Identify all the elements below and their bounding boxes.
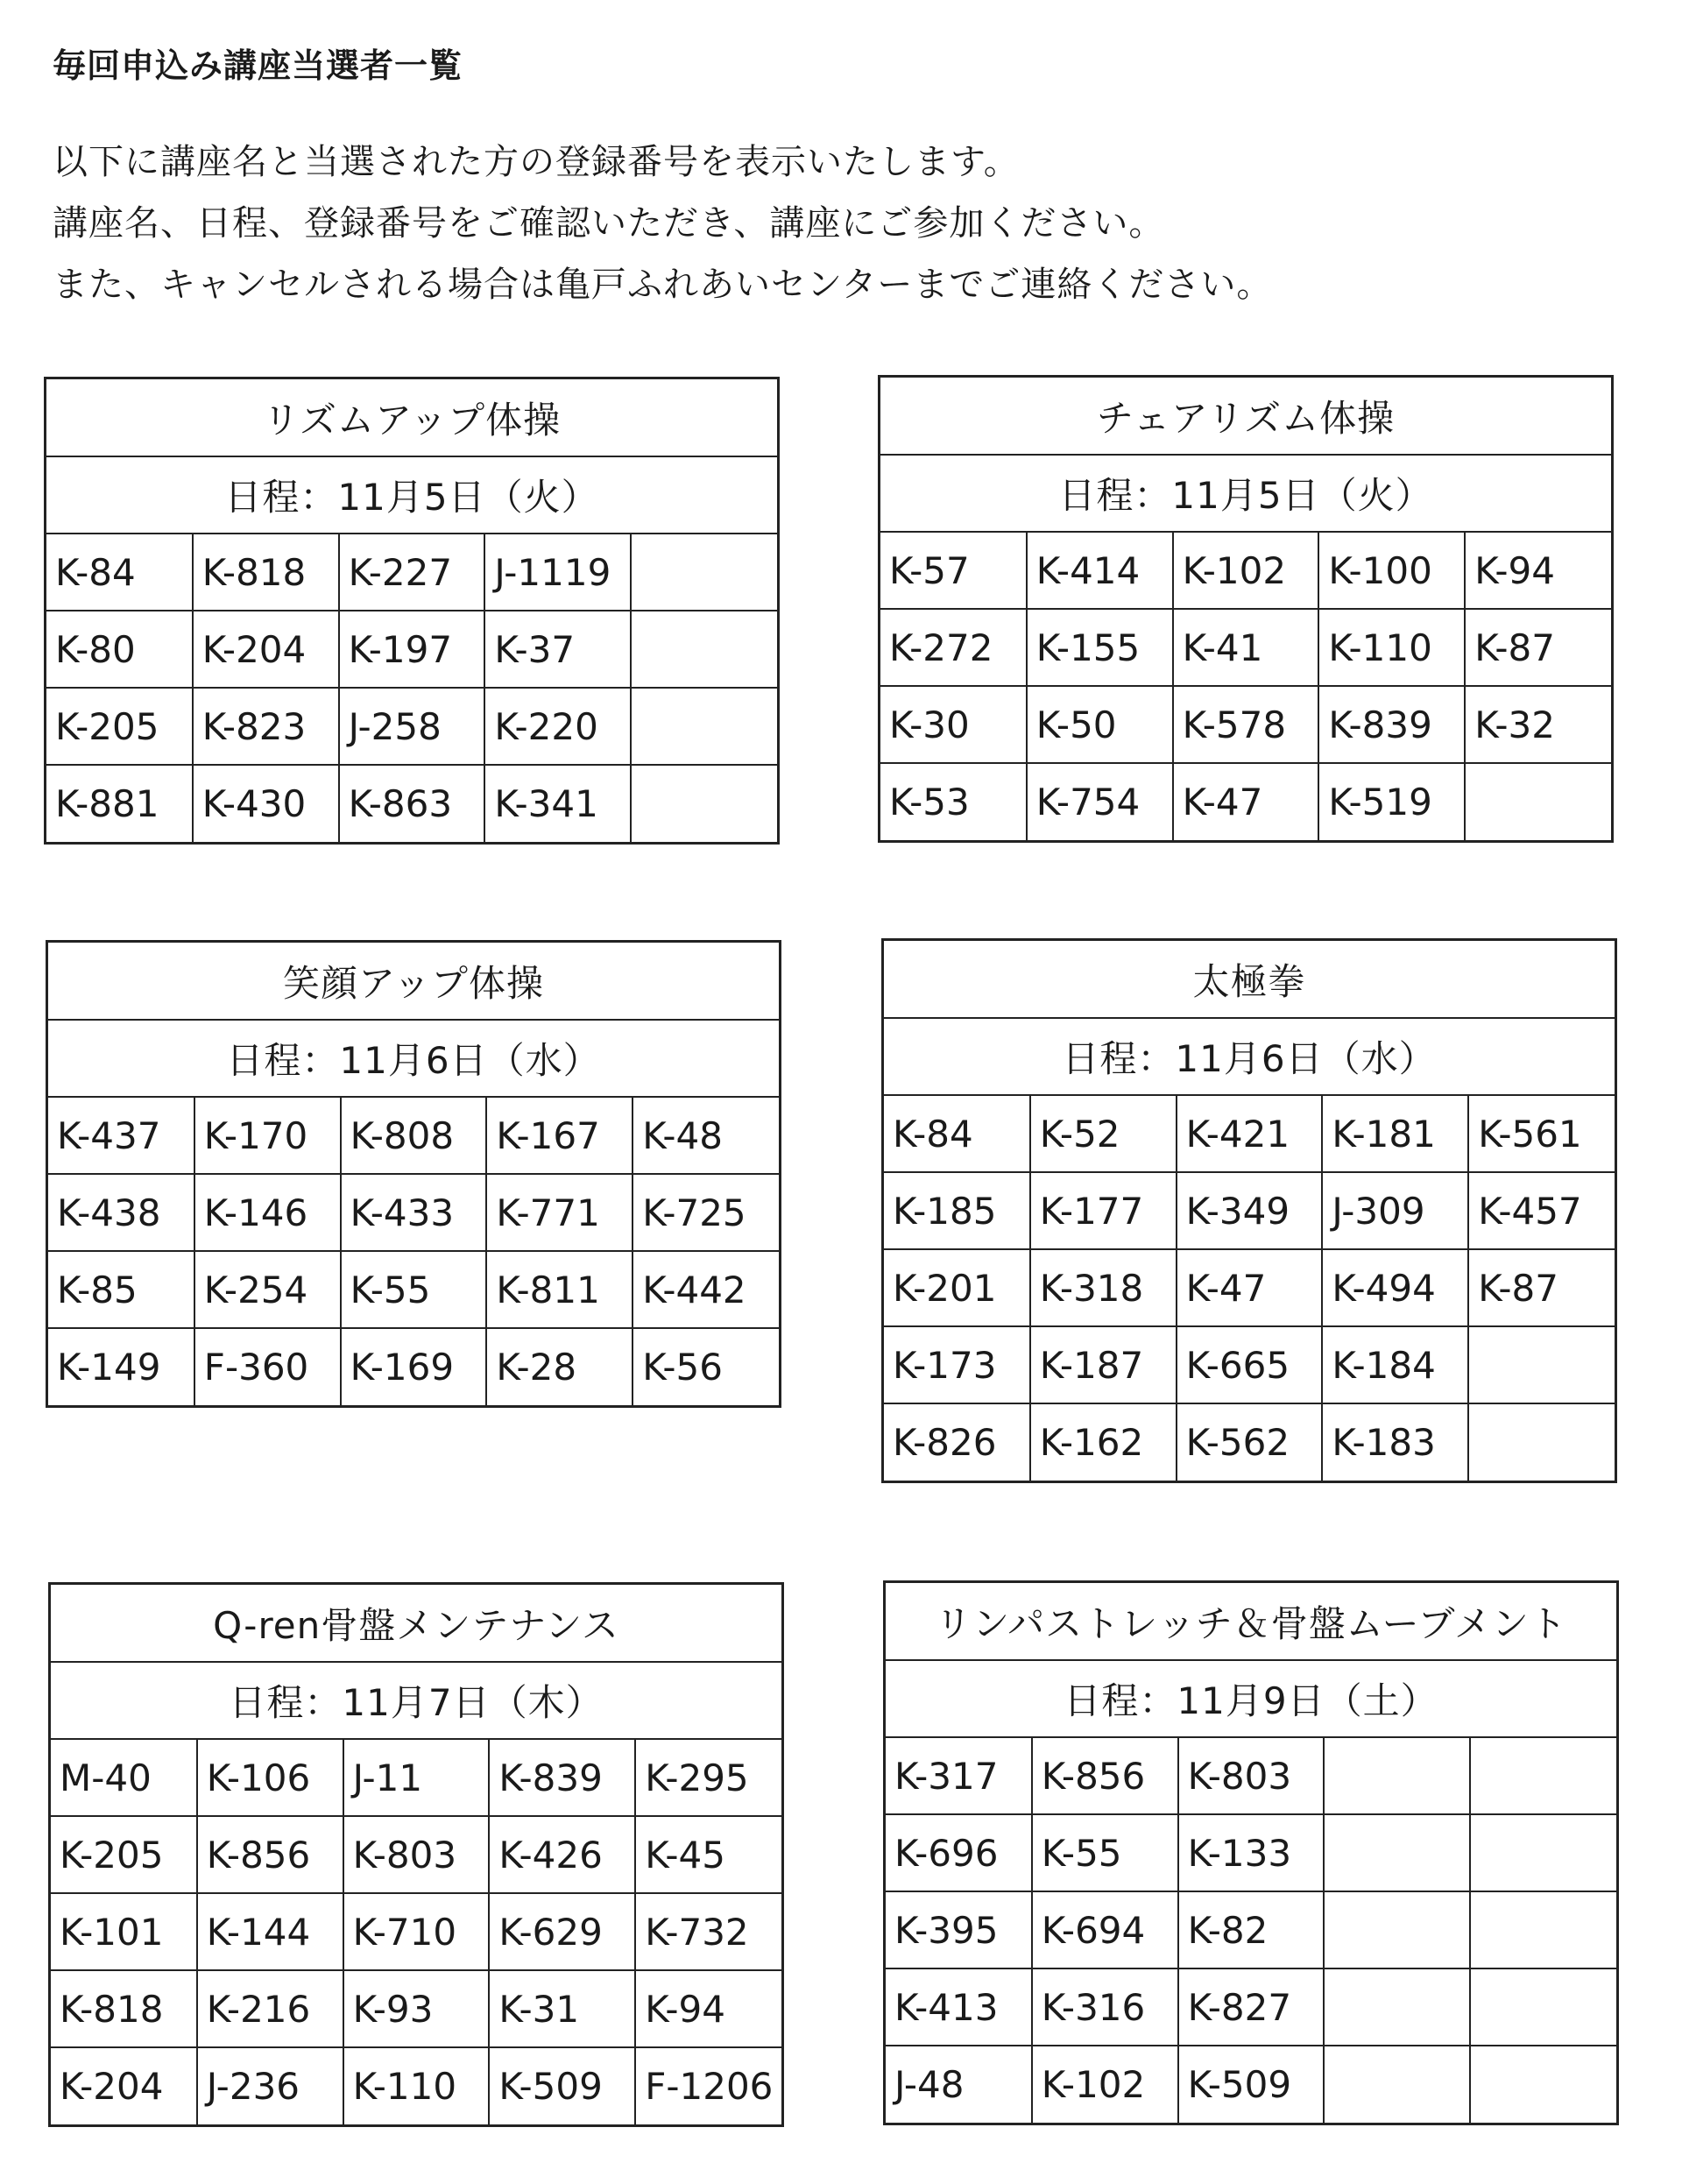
course-table-smile-up [46, 940, 781, 1408]
registration-number: K-811 [486, 1251, 633, 1328]
registration-number: K-32 [1465, 686, 1611, 763]
registration-number [1324, 1737, 1470, 1814]
course-name: リズムアップ体操 [46, 379, 777, 456]
registration-number: K-55 [341, 1251, 487, 1328]
table-row [51, 2047, 781, 2124]
registration-number [631, 765, 777, 842]
registration-number: F-360 [194, 1328, 341, 1405]
course-name: リンパストレッチ＆骨盤ムーブメント [886, 1583, 1616, 1660]
registration-number: K-442 [633, 1251, 779, 1328]
table-row [886, 1737, 1616, 1814]
registration-number: K-426 [489, 1816, 635, 1893]
table-row [884, 1249, 1615, 1326]
registration-number: K-187 [1030, 1326, 1177, 1403]
winners-table [46, 379, 777, 842]
registration-number: K-509 [1178, 2046, 1325, 2123]
table-row [886, 1814, 1616, 1891]
registration-number: K-754 [1027, 763, 1173, 840]
registration-number: K-162 [1030, 1403, 1177, 1481]
table-row [46, 765, 777, 842]
winners-table [51, 1585, 781, 2124]
registration-number: K-102 [1032, 2046, 1178, 2123]
registration-number: K-881 [46, 765, 193, 842]
registration-number: K-80 [46, 611, 193, 688]
registration-number: K-93 [343, 1970, 490, 2047]
registration-number: K-863 [339, 765, 485, 842]
registration-number: K-732 [635, 1893, 781, 1970]
registration-number: K-185 [884, 1172, 1030, 1249]
registration-number: K-144 [197, 1893, 343, 1970]
registration-number: J-236 [197, 2047, 343, 2124]
registration-number: K-227 [339, 534, 485, 611]
registration-number: K-216 [197, 1970, 343, 2047]
registration-number: F-1206 [635, 2047, 781, 2124]
table-row [51, 1739, 781, 1816]
registration-number [1324, 1968, 1470, 2046]
registration-number: K-170 [194, 1097, 341, 1174]
registration-number: K-341 [484, 765, 631, 842]
registration-number: K-47 [1177, 1249, 1323, 1326]
table-row [880, 609, 1611, 686]
registration-number: K-45 [635, 1816, 781, 1893]
registration-number: K-430 [193, 765, 339, 842]
registration-number: K-725 [633, 1174, 779, 1251]
registration-number: K-56 [633, 1328, 779, 1405]
registration-number: K-48 [633, 1097, 779, 1174]
registration-number: K-204 [51, 2047, 197, 2124]
table-row [48, 1328, 779, 1405]
registration-number: K-169 [341, 1328, 487, 1405]
table-row [46, 611, 777, 688]
registration-number: K-318 [1030, 1249, 1177, 1326]
registration-number: K-414 [1027, 532, 1173, 609]
registration-number: K-254 [194, 1251, 341, 1328]
table-row [46, 688, 777, 765]
registration-number: K-184 [1322, 1326, 1468, 1403]
registration-number [1324, 1814, 1470, 1891]
registration-number: K-84 [884, 1095, 1030, 1172]
registration-number: K-433 [341, 1174, 487, 1251]
registration-number: K-839 [489, 1739, 635, 1816]
course-schedule: 日程：11月6日（水） [884, 1018, 1615, 1095]
registration-number: K-41 [1173, 609, 1319, 686]
registration-number: K-149 [48, 1328, 194, 1405]
registration-number [1324, 1891, 1470, 1968]
registration-number [1470, 1891, 1616, 1968]
table-row [886, 1891, 1616, 1968]
course-name: 笑顔アップ体操 [48, 943, 779, 1020]
registration-number: K-562 [1177, 1403, 1323, 1481]
registration-number: K-856 [1032, 1737, 1178, 1814]
registration-number: K-561 [1468, 1095, 1615, 1172]
table-row [51, 1816, 781, 1893]
course-table-lymph-stretch [883, 1580, 1619, 2125]
registration-number: J-258 [339, 688, 485, 765]
registration-number: K-50 [1027, 686, 1173, 763]
registration-number: K-183 [1322, 1403, 1468, 1481]
winners-table [48, 943, 779, 1405]
winners-table [880, 378, 1611, 840]
table-row [884, 1095, 1615, 1172]
registration-number: K-173 [884, 1326, 1030, 1403]
registration-number: K-201 [884, 1249, 1030, 1326]
course-schedule: 日程：11月7日（木） [51, 1662, 781, 1739]
registration-number: K-37 [484, 611, 631, 688]
table-row [48, 1097, 779, 1174]
registration-number: M-40 [51, 1739, 197, 1816]
registration-number: K-57 [880, 532, 1027, 609]
registration-number: K-272 [880, 609, 1027, 686]
course-name: Q-ren骨盤メンテナンス [51, 1585, 781, 1662]
registration-number: K-457 [1468, 1172, 1615, 1249]
registration-number: K-177 [1030, 1172, 1177, 1249]
course-table-taichi [881, 938, 1617, 1483]
winners-table [884, 941, 1615, 1481]
table-row [48, 1174, 779, 1251]
table-row [886, 1968, 1616, 2046]
registration-number: K-106 [197, 1739, 343, 1816]
registration-number: K-665 [1177, 1326, 1323, 1403]
registration-number [1470, 2046, 1616, 2123]
winners-table [886, 1583, 1616, 2123]
registration-number: K-47 [1173, 763, 1319, 840]
registration-number: K-55 [1032, 1814, 1178, 1891]
registration-number [1470, 1737, 1616, 1814]
registration-number: K-82 [1178, 1891, 1325, 1968]
table-row [51, 1893, 781, 1970]
intro-line: 講座名、日程、登録番号をご確認いただき、講座にご参加ください。 [53, 203, 1165, 244]
registration-number: J-11 [343, 1739, 490, 1816]
registration-number: K-827 [1178, 1968, 1325, 2046]
table-row [46, 534, 777, 611]
registration-number: K-803 [1178, 1737, 1325, 1814]
registration-number: K-28 [486, 1328, 633, 1405]
registration-number: K-110 [1318, 609, 1465, 686]
page-title: 毎回申込み講座当選者一覧 [53, 46, 463, 85]
registration-number: K-181 [1322, 1095, 1468, 1172]
table-row [880, 763, 1611, 840]
registration-number: K-826 [884, 1403, 1030, 1481]
course-name: 太極拳 [884, 941, 1615, 1018]
registration-number: J-48 [886, 2046, 1032, 2123]
table-row [51, 1970, 781, 2047]
registration-number: K-220 [484, 688, 631, 765]
registration-number: K-87 [1468, 1249, 1615, 1326]
registration-number: K-101 [51, 1893, 197, 1970]
registration-number: J-1119 [484, 534, 631, 611]
registration-number: K-94 [1465, 532, 1611, 609]
intro-line: 以下に講座名と当選された方の登録番号を表示いたします。 [53, 142, 1020, 182]
registration-number: K-438 [48, 1174, 194, 1251]
registration-number: K-710 [343, 1893, 490, 1970]
registration-number: K-205 [46, 688, 193, 765]
registration-number: K-509 [489, 2047, 635, 2124]
registration-number: K-100 [1318, 532, 1465, 609]
course-schedule: 日程：11月9日（土） [886, 1660, 1616, 1737]
registration-number: K-395 [886, 1891, 1032, 1968]
table-row [48, 1251, 779, 1328]
registration-number: K-494 [1322, 1249, 1468, 1326]
registration-number: K-197 [339, 611, 485, 688]
registration-number [1470, 1814, 1616, 1891]
registration-number: K-316 [1032, 1968, 1178, 2046]
registration-number: K-803 [343, 1816, 490, 1893]
registration-number: K-102 [1173, 532, 1319, 609]
registration-number: K-85 [48, 1251, 194, 1328]
course-table-chair-rhythm [878, 375, 1614, 843]
table-row [886, 2046, 1616, 2123]
registration-number: K-167 [486, 1097, 633, 1174]
intro-text [53, 131, 1272, 315]
registration-number: K-818 [193, 534, 339, 611]
registration-number: K-421 [1177, 1095, 1323, 1172]
registration-number: K-155 [1027, 609, 1173, 686]
registration-number: K-856 [197, 1816, 343, 1893]
registration-number [1470, 1968, 1616, 2046]
registration-number [1468, 1403, 1615, 1481]
registration-number [631, 534, 777, 611]
registration-number [1324, 2046, 1470, 2123]
registration-number: K-519 [1318, 763, 1465, 840]
registration-number: K-808 [341, 1097, 487, 1174]
registration-number: K-818 [51, 1970, 197, 2047]
registration-number: K-696 [886, 1814, 1032, 1891]
course-schedule: 日程：11月5日（火） [46, 456, 777, 534]
registration-number: K-52 [1030, 1095, 1177, 1172]
registration-number: K-204 [193, 611, 339, 688]
registration-number: K-578 [1173, 686, 1319, 763]
registration-number [1468, 1326, 1615, 1403]
registration-number: K-349 [1177, 1172, 1323, 1249]
registration-number: K-133 [1178, 1814, 1325, 1891]
registration-number: K-30 [880, 686, 1027, 763]
registration-number: K-317 [886, 1737, 1032, 1814]
course-schedule: 日程：11月6日（水） [48, 1020, 779, 1097]
registration-number: K-694 [1032, 1891, 1178, 1968]
intro-line: また、キャンセルされる場合は亀戸ふれあいセンターまでご連絡ください。 [53, 265, 1273, 305]
table-row [880, 686, 1611, 763]
registration-number [631, 611, 777, 688]
registration-number: K-295 [635, 1739, 781, 1816]
registration-number: K-146 [194, 1174, 341, 1251]
registration-number: K-771 [486, 1174, 633, 1251]
course-schedule: 日程：11月5日（火） [880, 455, 1611, 532]
registration-number: K-413 [886, 1968, 1032, 2046]
course-table-rhythm-up [44, 377, 780, 845]
registration-number [631, 688, 777, 765]
course-name: チェアリズム体操 [880, 378, 1611, 455]
registration-number: K-31 [489, 1970, 635, 2047]
registration-number: K-437 [48, 1097, 194, 1174]
registration-number: K-53 [880, 763, 1027, 840]
registration-number: K-110 [343, 2047, 490, 2124]
registration-number: K-629 [489, 1893, 635, 1970]
registration-number: K-839 [1318, 686, 1465, 763]
registration-number: J-309 [1322, 1172, 1468, 1249]
registration-number: K-84 [46, 534, 193, 611]
table-row [884, 1172, 1615, 1249]
table-row [880, 532, 1611, 609]
registration-number: K-205 [51, 1816, 197, 1893]
registration-number: K-94 [635, 1970, 781, 2047]
registration-number: K-87 [1465, 609, 1611, 686]
table-row [884, 1403, 1615, 1481]
registration-number: K-823 [193, 688, 339, 765]
registration-number [1465, 763, 1611, 840]
table-row [884, 1326, 1615, 1403]
course-table-qren-pelvis [48, 1582, 784, 2127]
